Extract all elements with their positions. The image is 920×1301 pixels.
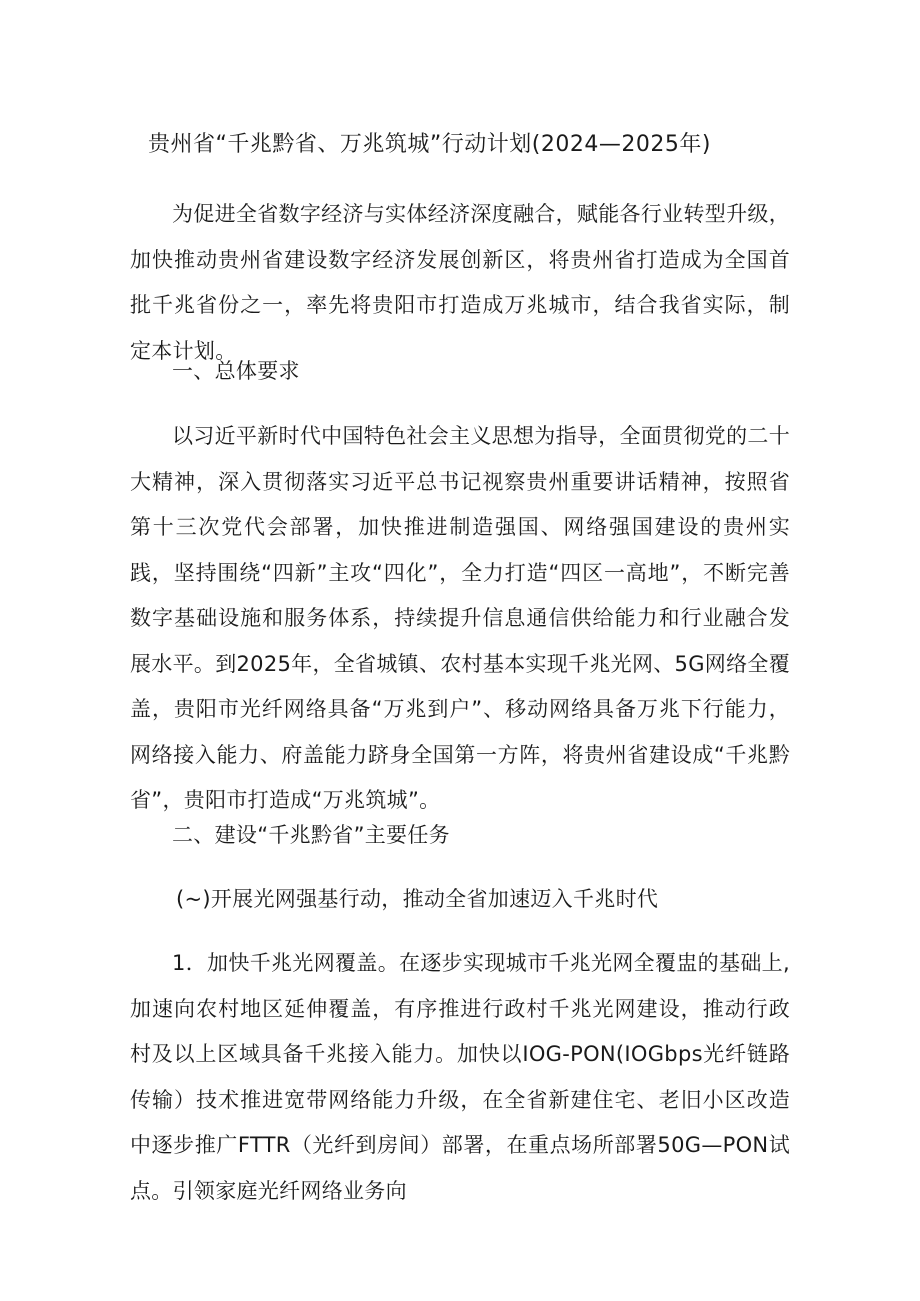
subsection-heading-fiber-action: (~)开展光网强基行动，推动全省加速迈入千兆时代	[176, 887, 659, 911]
intro-paragraph: 为促进全省数字经济与实体经济深度融合，赋能各行业转型升级，加快推动贵州省建设数字经济发展创新区，将贵州省打造成为全国首批千兆省份之一，率先将贵阳市打造成万兆城市，结合我省实际，制定本计划。	[130, 202, 790, 363]
general-requirements-paragraph: 以习近平新时代中国特色社会主义思想为指导，全面贯彻党的二十大精神，深入贯彻落实习近平总书记视察贵州重要讲话精神，按照省第十三次党代会部署，加快推进制造强国、网络强国建设的贵州实践，坚持围绕“四新”主攻“四化”，全力打造“四区一高地”，不断完善数字基础设施和服务体系，持续提升信息通信供给能力和行业融合发展水平。到2025年，全省城镇、农村基本实现千兆光网、5G网络全覆盖，贵阳市光纤网络具备“万兆到户”、移动网络具备万兆下行能力，网络接入能力、府盖能力跻身全国第一方阵，将贵州省建设成“千兆黔省”，贵阳市打造成“万兆筑城”。	[130, 424, 790, 812]
item-paragraph-gigabit-coverage: 1．加快千兆光网覆盖。在逐步实现城市千兆光网全覆盅的基础上,加速向农村地区延伸覆盖，有序推进行政村千兆光网建设，推动行政村及以上区域具备千兆接入能力。加快以IOG-PON(IOGbps光纤链路传输）技术推进宽带网络能力升级，在全省新建住宅、老旧小区改造中逐步推广FTTR（光纤到房间）部署，在重点场所部署50G—PON试点。引领家庭光纤网络业务向	[130, 951, 790, 1203]
document-title: 贵州省“千兆黔省、万兆筑城”行动计划(2024—2025年)	[148, 132, 711, 157]
section-heading-general-requirements: 一、总体要求	[172, 359, 300, 383]
section-heading-main-tasks: 二、建设“千兆黔省”主要任务	[172, 823, 450, 847]
